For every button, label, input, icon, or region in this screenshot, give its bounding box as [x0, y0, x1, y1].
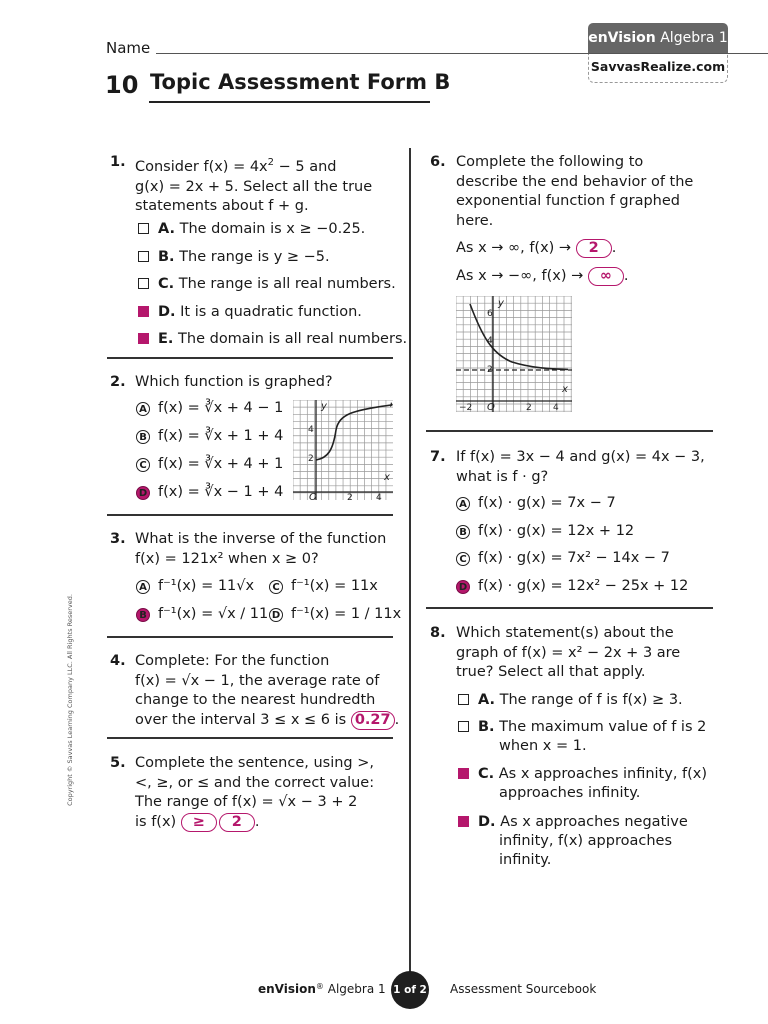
q1-text-b: − 5 and [274, 159, 337, 175]
option-text: f(x) · g(x) = 12x + 12 [478, 522, 635, 539]
question-number: 8. [430, 625, 446, 641]
radio[interactable]: B [136, 430, 150, 444]
option-text: The range is all real numbers. [178, 276, 396, 292]
checkbox-checked[interactable] [138, 333, 149, 344]
x-label: x [562, 384, 568, 395]
q5-line: is f(x) [135, 813, 177, 830]
question-number: 7. [430, 449, 446, 465]
divider-q1 [107, 357, 393, 359]
q2-option-a[interactable] [136, 399, 283, 418]
option-text: As x approaches infinity, f(x) [498, 766, 708, 782]
tick-label: 6 [487, 309, 493, 319]
q2-option-d[interactable] [136, 483, 283, 502]
option-text: f⁻¹(x) = 1 / 11x [291, 606, 402, 622]
q3-option-c[interactable] [269, 577, 378, 596]
title-underline [149, 101, 430, 103]
q6-line: describe the end behavior of the [456, 173, 694, 190]
q5-line: Complete the sentence, using >, [135, 755, 375, 771]
name-line[interactable] [156, 53, 588, 54]
q4-line: Complete: For the function [135, 653, 330, 669]
q6-row-text: As x → ∞, f(x) → [456, 240, 572, 256]
page-title: Topic Assessment Form B [150, 70, 451, 94]
q8-option-b[interactable] [458, 718, 706, 756]
question-number: 3. [110, 531, 126, 547]
y-label: y [498, 298, 504, 309]
tick-label: O [309, 492, 317, 501]
q4-line: over the interval 3 ≤ x ≤ 6 is [135, 711, 347, 728]
page-number: 1 of 2 [393, 984, 427, 996]
function-curve [316, 405, 391, 460]
q6-line: Complete the following to [456, 154, 644, 170]
q7-line: what is f · g? [456, 468, 549, 485]
q8-line: graph of f(x) = x² − 2x + 3 are [456, 644, 681, 661]
divider-q3 [107, 636, 393, 638]
checkbox[interactable] [458, 721, 469, 732]
tick-label: 2 [308, 454, 314, 464]
q6-graph [456, 296, 573, 413]
option-text: when x = 1. [499, 738, 587, 754]
radio[interactable]: C [136, 458, 150, 472]
tick-label: 2 [526, 403, 532, 413]
q4-line: f(x) = √x − 1, the average rate of [135, 672, 380, 689]
divider-q7 [426, 607, 713, 609]
radio[interactable]: A [136, 580, 150, 594]
checkbox[interactable] [138, 251, 149, 262]
q1-option-c[interactable] [138, 275, 396, 294]
tick-label: 4 [487, 336, 493, 346]
brand-name: enVision [588, 30, 656, 46]
q3-text: What is the inverse of the function [135, 531, 387, 547]
option-letter: A. [158, 221, 175, 237]
checkbox-checked[interactable] [138, 306, 149, 317]
site-text: SavvasRealize.com [590, 59, 726, 74]
option-text: f(x) = ∛x + 1 + 4 [158, 428, 284, 444]
tick-label: 4 [308, 425, 314, 435]
column-divider [409, 148, 411, 974]
footer-brand-name: enVision [258, 982, 316, 996]
q3-option-b[interactable] [136, 605, 268, 624]
divider-q4 [107, 737, 393, 739]
grid [293, 400, 393, 500]
q7-option-c[interactable] [456, 549, 670, 568]
option-text: The range is y ≥ −5. [179, 248, 330, 265]
brand-badge [588, 23, 728, 53]
q3-option-d[interactable] [269, 605, 401, 624]
option-text: approaches infinity. [499, 785, 641, 801]
brand-subtitle: Algebra 1 [660, 30, 728, 46]
divider-q2 [107, 514, 393, 516]
checkbox-checked[interactable] [458, 768, 469, 779]
q6-line: here. [456, 212, 494, 229]
option-text: f(x) = ∛x + 4 + 1 [158, 456, 284, 472]
q1-option-e[interactable] [138, 330, 407, 349]
q7-option-b[interactable] [456, 522, 634, 541]
option-text: f⁻¹(x) = √x / 11 [158, 606, 269, 622]
option-text: f(x) = ∛x + 4 − 1 [158, 400, 284, 416]
radio[interactable]: C [456, 552, 470, 566]
option-text: infinity. [499, 852, 552, 868]
option-text: infinity, f(x) approaches [499, 833, 672, 849]
answer-box[interactable]: ≥ [181, 813, 217, 832]
option-text: The range of f is f(x) ≥ 3. [499, 692, 683, 708]
option-text: The domain is all real numbers. [178, 331, 408, 347]
tick-label: 2 [347, 493, 353, 501]
option-text: The domain is x ≥ −0.25. [179, 221, 366, 237]
q6-row-1: As x → ∞, f(x) → 2 . [456, 240, 617, 256]
y-label: y [321, 401, 327, 412]
radio[interactable]: D [269, 608, 283, 622]
answer-box[interactable]: 0.27 [351, 711, 395, 730]
q2-option-c[interactable] [136, 455, 283, 474]
q1-option-d[interactable] [138, 303, 362, 322]
q7-line: If f(x) = 3x − 4 and g(x) = 4x − 3, [456, 449, 705, 465]
site-link[interactable] [588, 54, 728, 83]
option-text: As x approaches negative [500, 814, 688, 830]
q5-line: The range of f(x) = √x − 3 + 2 [135, 794, 358, 810]
tick-label: 4 [553, 403, 559, 413]
q8-option-c[interactable] [458, 765, 707, 803]
radio[interactable]: A [136, 402, 150, 416]
topic-number: 10 [105, 71, 139, 99]
q6-row-text: As x → −∞, f(x) → [456, 268, 584, 284]
radio-selected[interactable]: B [136, 608, 150, 622]
question-number: 5. [110, 755, 126, 771]
option-text: f(x) · g(x) = 12x² − 25x + 12 [478, 577, 689, 594]
name-label: Name [106, 39, 151, 57]
q3-text-b: f(x) = 121x² when x ≥ 0? [135, 550, 319, 567]
q1-text: Consider f(x) = 4x [135, 159, 268, 175]
q2-option-b[interactable] [136, 427, 283, 446]
q8-option-d[interactable] [458, 813, 688, 870]
q5-line: <, ≥, or ≤ and the correct value: [135, 774, 375, 791]
option-text: f⁻¹(x) = 11√x [158, 578, 255, 594]
option-text: It is a quadratic function. [180, 303, 362, 320]
tick-label: 4 [376, 493, 382, 501]
option-letter: C. [158, 276, 175, 292]
radio[interactable]: C [269, 580, 283, 594]
option-text: f(x) · g(x) = 7x² − 14x − 7 [478, 550, 670, 566]
option-letter: A. [478, 692, 495, 708]
checkbox[interactable] [138, 223, 149, 234]
q8-line: Which statement(s) about the [456, 625, 674, 641]
q1-text-d: statements about f + g. [135, 198, 309, 214]
option-letter: D. [158, 303, 176, 320]
option-text: The maximum value of f is 2 [499, 719, 707, 735]
footer-brand: enVision® Algebra 1 [258, 982, 386, 996]
radio-selected[interactable]: D [136, 486, 150, 500]
answer-box[interactable]: 2 [576, 239, 612, 258]
footer-brand-sub: Algebra 1 [327, 982, 386, 996]
checkbox[interactable] [458, 694, 469, 705]
q8-option-a[interactable] [458, 691, 683, 710]
divider-q6 [426, 430, 713, 432]
question-number: 2. [110, 374, 126, 390]
tick-label: 2 [487, 365, 493, 375]
q3-option-a[interactable] [136, 577, 254, 596]
question-number: 6. [430, 154, 446, 170]
q7-option-a[interactable] [456, 494, 616, 513]
q4-line: change to the nearest hundredth [135, 692, 376, 708]
q1-option-a[interactable] [138, 220, 365, 239]
option-text: f(x) = ∛x − 1 + 4 [158, 484, 284, 500]
answer-box[interactable]: ∞ [588, 267, 624, 286]
q2-text: Which function is graphed? [135, 374, 333, 390]
radio[interactable]: A [456, 497, 470, 511]
tick-label: −2 [459, 403, 473, 413]
answer-box[interactable]: 2 [219, 813, 255, 832]
option-letter: B. [478, 719, 495, 735]
q6-line: exponential function f graphed [456, 193, 680, 209]
checkbox-checked[interactable] [458, 816, 469, 827]
option-letter: E. [158, 331, 174, 347]
option-letter: D. [478, 814, 496, 830]
option-letter: C. [478, 766, 495, 782]
q1-text-c: g(x) = 2x + 5. Select all the true [135, 178, 373, 195]
footer-book: Assessment Sourcebook [450, 982, 597, 996]
page-indicator [391, 971, 429, 1009]
q1-option-b[interactable] [138, 248, 330, 267]
option-text: f⁻¹(x) = 11x [291, 578, 378, 594]
question-number: 1. [110, 154, 126, 170]
q7-option-d[interactable] [456, 577, 688, 596]
question-number: 4. [110, 653, 126, 669]
option-text: f(x) · g(x) = 7x − 7 [478, 495, 616, 511]
checkbox[interactable] [138, 278, 149, 289]
option-letter: B. [158, 248, 175, 265]
radio-selected[interactable]: D [456, 580, 470, 594]
tick-label: O [487, 402, 495, 413]
x-label: x [384, 472, 390, 483]
q8-line: true? Select all that apply. [456, 664, 646, 680]
copyright: Copyright © Savvas Learning Company LLC. All Rights Reserved. [66, 594, 74, 806]
radio[interactable]: B [456, 525, 470, 539]
q2-graph [293, 400, 394, 501]
q6-row-2: As x → −∞, f(x) → ∞ . [456, 268, 629, 284]
